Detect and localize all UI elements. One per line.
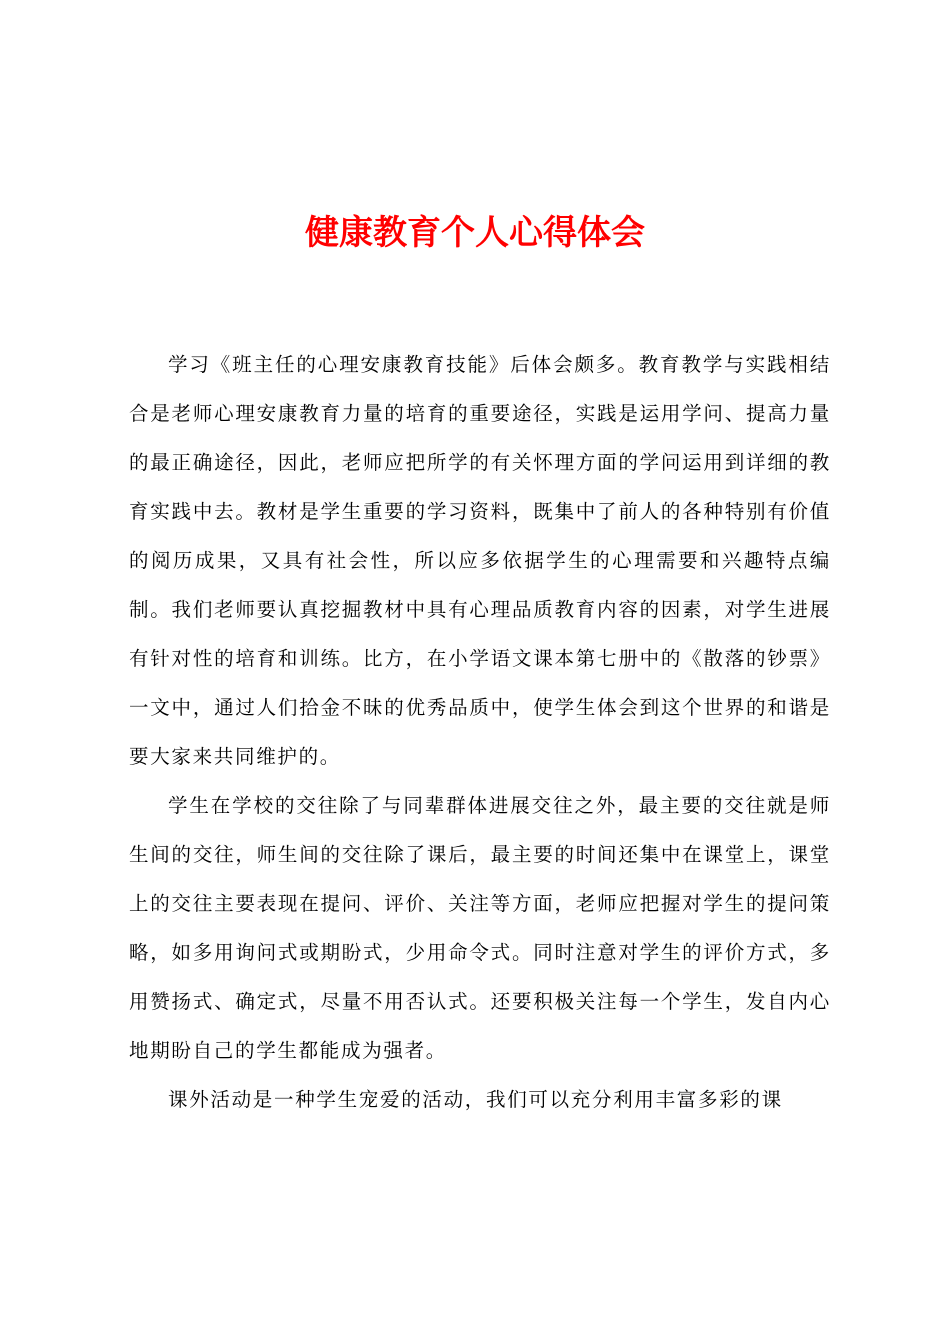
document-body [129,340,831,1124]
document-title: 健康教育个人心得体会 [305,213,645,253]
paragraph-3: 课外活动是一种学生宠爱的活动，我们可以充分利用丰富多彩的课 [168,1088,783,1111]
paragraph-1: 学习《班主任的心理安康教育技能》后体会颇多。教育教学与实践相结合是老师心理安康教育力量的培育的重要途径，实践是运用学问、提高力量的最正确途径，因此，老师应把所学的有关怀理方面的学问运用到详细的教育实践中去。教材是学生重要的学习资料，既集中了前人的各种特别有价值的阅历成果，又具有社会性，所以应多依据学生的心理需要和兴趣特点编制。我们老师要认真挖掘教材中具有心理品质教育内容的因素，对学生进展有针对性的培育和训练。比方，在小学语文课本第七册中的《散落的钞票》一文中，通过人们拾金不昧的优秀品质中，使学生体会到这个世界的和谐是要大家来共同维护的。 [129,353,831,768]
paragraph-2: 学生在学校的交往除了与同辈群体进展交往之外，最主要的交往就是师生间的交往，师生间的交往除了课后，最主要的时间还集中在课堂上，课堂上的交往主要表现在提问、评价、关注等方面，老师应把握对学生的提问策略，如多用询问式或期盼式，少用命令式。同时注意对学生的评价方式，多用赞扬式、确定式，尽量不用否认式。还要积极关注每一个学生，发自内心地期盼自己的学生都能成为强者。 [129,794,831,1062]
